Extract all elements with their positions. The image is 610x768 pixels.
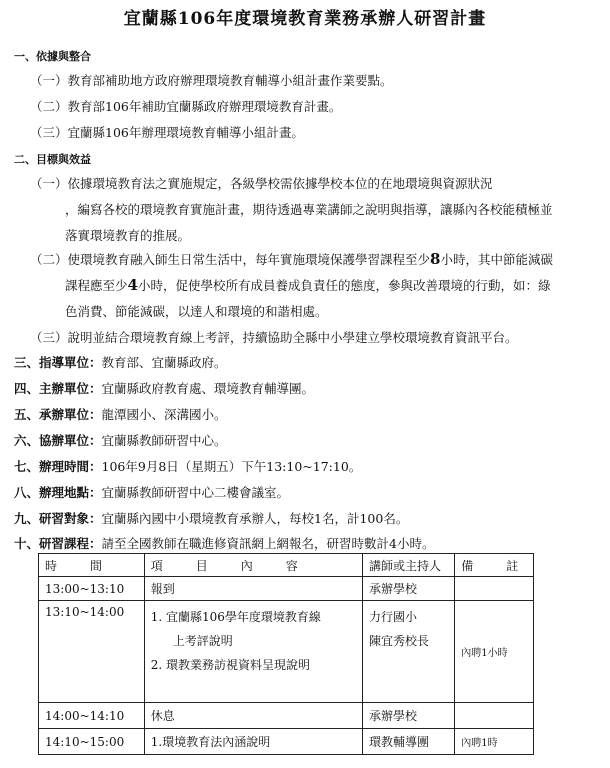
row-4-host: 環教輔導團 <box>363 729 455 755</box>
section-9-label: 九、研習對象： <box>14 511 102 526</box>
row-1-host: 承辦學校 <box>363 577 455 601</box>
section-6-label: 六、協辦單位： <box>14 433 102 448</box>
section-2-heading: 二、目標與效益 <box>14 153 91 166</box>
item-2-hours-4: 4 <box>127 276 138 294</box>
schedule-table <box>38 553 534 755</box>
header-host: 講師或主持人 <box>363 554 455 577</box>
row-3-host: 承辦學校 <box>363 703 455 729</box>
section-2-item-2-line-1 <box>30 250 553 268</box>
section-4 <box>14 379 314 397</box>
section-2-item-2-line-3: 色消費、節能減碳，以達人和環境的和諧相處。 <box>65 304 328 319</box>
section-1-item-3: （三）宜蘭縣106年辦理環境教育輔導小組計畫。 <box>30 125 304 140</box>
table-row <box>39 577 534 601</box>
row-1-note <box>455 577 534 601</box>
row-2-time: 13:10~14:00 <box>39 601 145 703</box>
section-9 <box>14 509 408 527</box>
section-4-text: 宜蘭縣政府教育處、環境教育輔導團。 <box>101 381 315 396</box>
section-6-text: 宜蘭縣教師研習中心。 <box>101 433 227 448</box>
section-2-item-1-line-3: 落實環境教育的推展。 <box>65 228 191 243</box>
row-1-item: 報到 <box>144 577 362 601</box>
row-1-time: 13:00~13:10 <box>39 577 145 601</box>
row-3-item: 休息 <box>144 703 362 729</box>
row-2-note: 內聘1小時 <box>455 601 534 703</box>
section-2-item-2-line-2 <box>65 276 550 294</box>
section-2-item-1-line-2: ，編寫各校的環境教育實施計畫，期待透過專業講師之說明與指導，讓縣內各校能積極並 <box>65 202 553 217</box>
row-4-time: 14:10~15:00 <box>39 729 145 755</box>
section-5-label: 五、承辦單位： <box>14 407 102 422</box>
header-content: 項 目 內 容 <box>144 554 362 577</box>
item-2-text-a: （二）使環境教育融入師生日常生活中，每年實施環境保護學習課程至少 <box>30 252 431 267</box>
section-4-label: 四、主辦單位： <box>14 381 102 396</box>
table-header-row <box>39 554 534 577</box>
section-7 <box>14 457 361 475</box>
section-2-item-3: （三）說明並結合環境教育線上考評，持續協助全縣中小學建立學校環境教育資訊平台。 <box>30 330 518 345</box>
section-3 <box>14 353 227 371</box>
table-row <box>39 729 534 755</box>
row-4-item: 1.環境教育法內涵說明 <box>144 729 362 755</box>
section-3-label: 三、指導單位： <box>14 355 102 370</box>
document-title: 宜蘭縣106年度環境教育業務承辦人研習計畫 <box>123 9 487 29</box>
row-4-note: 內聘1時 <box>455 729 534 755</box>
section-2-item-1-line-1: （一）依據環境教育法之實施規定，各級學校需依據學校本位的在地環境與資源狀況 <box>30 176 493 191</box>
header-time: 時 間 <box>39 554 145 577</box>
item-2-text-b: 小時，其中節能減碳 <box>440 252 553 267</box>
section-5 <box>14 405 227 423</box>
row-2-item-1: 1. 宜蘭縣106學年度環境教育線 <box>150 610 321 624</box>
section-1-heading: 一、依據與整合 <box>14 50 91 63</box>
row-3-time: 14:00~14:10 <box>39 703 145 729</box>
section-3-text: 教育部、宜蘭縣政府。 <box>101 355 227 370</box>
section-6 <box>14 431 227 449</box>
row-2-item <box>144 601 362 703</box>
section-8-label: 八、辦理地點： <box>14 485 102 500</box>
section-10-text: 請至全國教師在職進修資訊網上網報名，研習時數計4小時。 <box>101 536 435 551</box>
section-8 <box>14 483 289 501</box>
section-1-item-2: （二）教育部106年補助宜蘭縣政府辦理環境教育計畫。 <box>30 99 342 114</box>
table-row <box>39 703 534 729</box>
row-2-item-1-cont: 上考評說明 <box>172 634 233 648</box>
section-9-text: 宜蘭縣內國中小環境教育承辦人，每校1名，計100名。 <box>101 511 409 526</box>
section-7-text: 106年9月8日（星期五）下午13:10~17:10。 <box>101 459 362 474</box>
item-2-text-d: 小時，促使學校所有成員養成負責任的態度，參與改善環境的行動，如：綠 <box>137 278 551 293</box>
section-5-text: 龍潭國小、深溝國小。 <box>101 407 227 422</box>
section-7-label: 七、辦理時間： <box>14 459 102 474</box>
table-row <box>39 601 534 703</box>
section-8-text: 宜蘭縣教師研習中心二樓會議室。 <box>101 485 290 500</box>
row-3-note <box>455 703 534 729</box>
section-10 <box>14 534 434 552</box>
header-note: 備 註 <box>455 554 534 577</box>
item-2-text-c: 課程應至少 <box>65 278 128 293</box>
row-2-item-2: 2. 環教業務訪視資料呈現說明 <box>150 658 311 672</box>
item-2-hours-8: 8 <box>430 250 441 268</box>
row-2-host-school: 力行國小 <box>369 610 418 624</box>
row-2-host-person: 陳宜秀校長 <box>369 634 430 648</box>
row-2-host <box>363 601 455 703</box>
section-1-item-1: （一）教育部補助地方政府辦理環境教育輔導小組計畫作業要點。 <box>30 73 393 88</box>
section-10-label: 十、研習課程： <box>14 536 102 551</box>
